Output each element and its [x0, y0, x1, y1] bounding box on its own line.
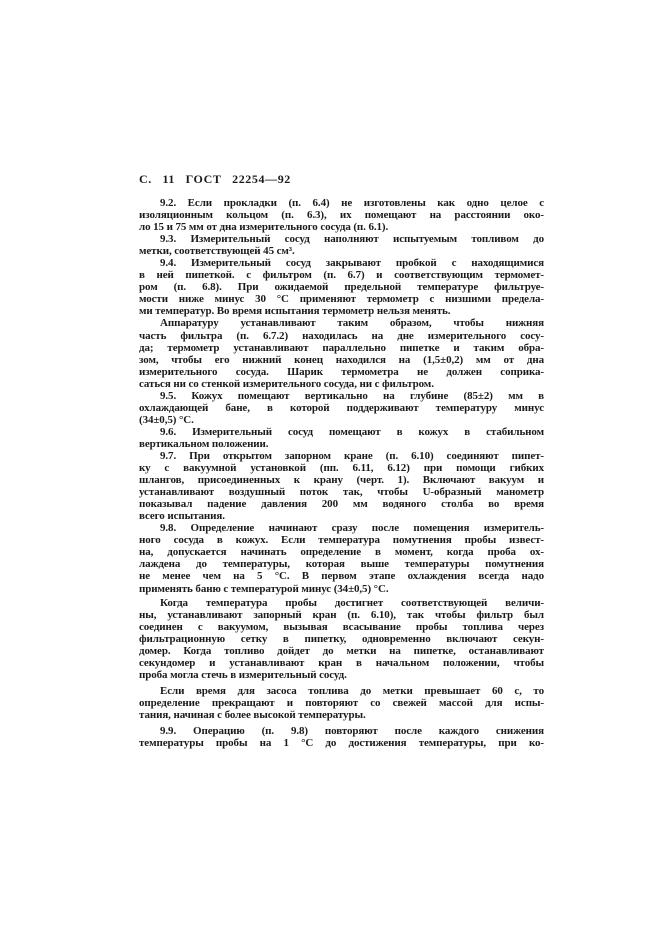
text-line: 9.4. Измерительный сосуд закрывают пробкой с находящимися	[160, 257, 544, 270]
text-line: шлангов, присоединенных к крану (черт. 1). Включают вакуум и	[139, 474, 544, 487]
document-body	[139, 197, 544, 749]
paragraph-kogda	[139, 597, 544, 681]
text-line: секундомер и устанавливают кран в начальном положении, чтобы	[139, 656, 544, 669]
text-line: соединен с вакуумом, вызывая всасывание пробы топлива через	[139, 620, 544, 633]
text-line: на, допускается начинать определение в момент, когда проба ох-	[139, 546, 544, 559]
text-line: ного сосуда в кожух. Если температура помутнения пробы извест-	[139, 534, 544, 547]
text-line: всего испытания.	[139, 510, 225, 523]
text-line: температуры пробы на 1 °С до достижения температуры, при ко-	[139, 737, 544, 750]
text-line: зом, чтобы его нижний конец находился на (1,5±0,2) мм от дна	[139, 353, 544, 366]
text-line: лаждена до температуры, которая выше температуры помутнения	[139, 558, 544, 571]
text-line: 9.6. Измерительный сосуд помещают в кожух в стабильном	[160, 425, 544, 438]
text-line: Если время для засоса топлива до метки превышает 60 с, то	[160, 684, 544, 697]
text-line: в ней пипеткой. с фильтром (п. 6.7) и соответствующим термомет-	[139, 269, 544, 282]
text-line: Аппаратуру устанавливают таким образом, чтобы нижняя	[160, 317, 544, 330]
text-line: 9.5. Кожух помещают вертикально на глубине (85±2) мм в	[160, 389, 544, 402]
text-line: 9.2. Если прокладки (п. 6.4) не изготовлены как одно целое с	[160, 197, 544, 209]
text-line: 9.7. При открытом запорном кране (п. 6.10) соединяют пипет-	[160, 449, 544, 462]
text-line: вертикальном положении.	[139, 437, 269, 450]
text-line: проба могла стечь в измерительный сосуд.	[139, 668, 347, 681]
text-line: Когда температура пробы достигнет соответствующей величи-	[160, 596, 544, 609]
paragraph-9-5	[139, 390, 544, 426]
text-line: применять баню с температурой минус (34±0,5) °С.	[139, 582, 389, 595]
text-line: измерительного сосуда. Шарик термометра не должен соприка-	[139, 365, 544, 378]
paragraph-9-8	[139, 522, 544, 594]
text-line: метки, соответствующей 45 см³.	[139, 245, 295, 258]
text-line: показывал падение давления 200 мм водяного столба во время	[139, 498, 544, 511]
text-line: ром (п. 6.8). При ожидаемой предельной температуре фильтруе-	[139, 281, 544, 294]
text-line: охлаждающей бане, в которой поддерживают температуру минус	[139, 401, 544, 414]
text-line: устанавливают воздушный поток так, чтобы U-образный манометр	[139, 486, 544, 499]
text-line: ло 15 и 75 мм от дна измерительного сосуда (п. 6.1).	[139, 221, 389, 234]
text-line: часть фильтра (п. 6.7.2) находилась на дне измерительного сосу-	[139, 329, 544, 342]
text-line: (34±0,5) °С.	[139, 413, 194, 426]
page-header: С. 11 ГОСТ 22254—92	[139, 172, 291, 186]
paragraph-9-4	[139, 257, 544, 317]
paragraph-9-6	[139, 426, 544, 450]
paragraph-9-3	[139, 233, 544, 257]
text-line: 9.8. Определение начинают сразу после помещения измеритель-	[160, 522, 544, 535]
paragraph-9-2	[139, 197, 544, 233]
paragraph-9-9	[139, 725, 544, 749]
paragraph-esli	[139, 685, 544, 721]
text-line: да; термометр устанавливают параллельно пипетке и таким обра-	[139, 341, 544, 354]
paragraph-9-7	[139, 450, 544, 522]
text-line: фильтрационную сетку в пипетку, одновременно включают секун-	[139, 632, 544, 645]
text-line: саться ни со стенкой измерительного сосуда, ни с фильтром.	[139, 377, 434, 390]
text-line: тания, начиная с более высокой температуры.	[139, 708, 366, 721]
text-line: ми температур. Во время испытания термометр нельзя менять.	[139, 305, 451, 318]
text-line: 9.9. Операцию (п. 9.8) повторяют после каждого снижения	[160, 725, 544, 738]
text-line: 9.3. Измерительный сосуд наполняют испытуемым топливом до	[160, 233, 544, 246]
text-line: определение прекращают и повторяют со свежей массой для испы-	[139, 696, 544, 709]
text-line: ны, устанавливают запорный кран (п. 6.10), так чтобы фильтр был	[139, 608, 544, 621]
text-line: домер. Когда топливо дойдет до метки на пипетке, останавливают	[139, 644, 544, 657]
text-line: не менее чем на 5 °С. В первом этапе охлаждения всегда надо	[139, 570, 544, 583]
text-line: ку с вакуумной установкой (пп. 6.11, 6.12) при помощи гибких	[139, 462, 544, 475]
text-line: изоляционным кольцом (п. 6.3), их помещают на расстоянии око-	[139, 209, 544, 222]
paragraph-apparatus	[139, 317, 544, 389]
text-line: мости ниже минус 30 °С применяют термометр с низшими предела-	[139, 293, 544, 306]
